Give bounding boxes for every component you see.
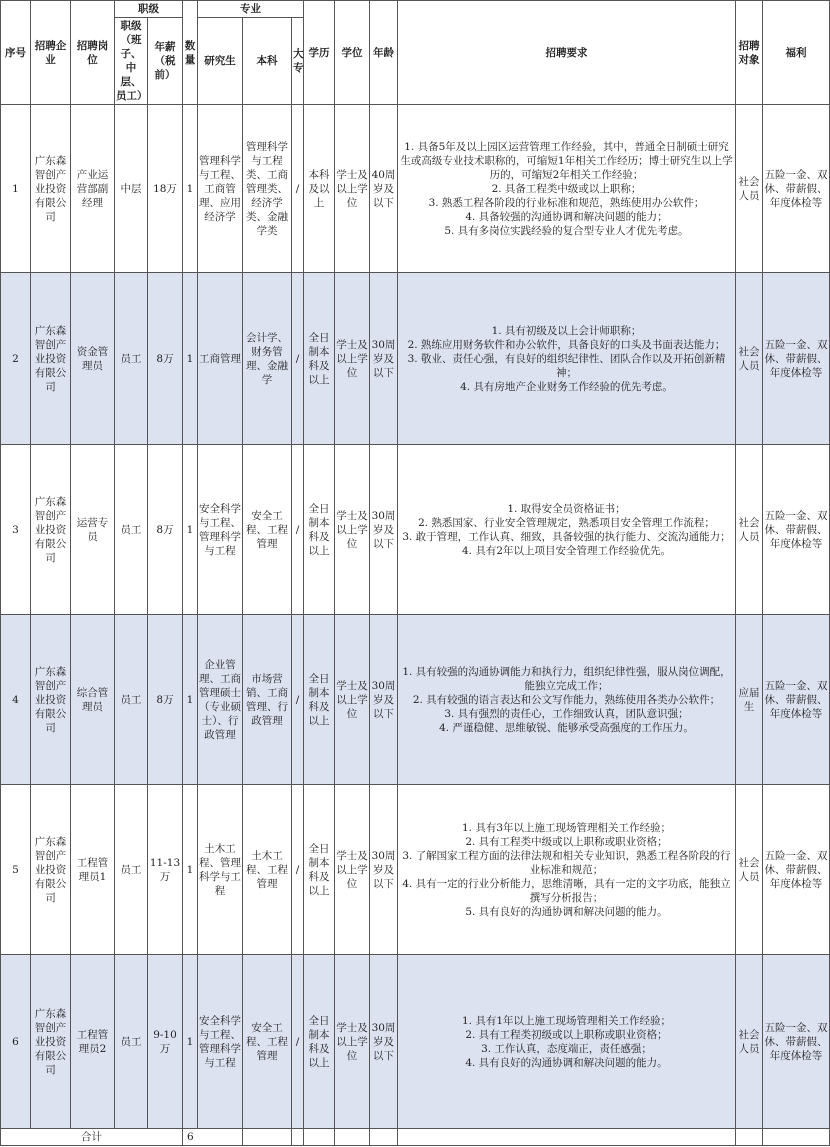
row-degree: 学士及以上学位 (335, 615, 370, 785)
row-seq: 4 (1, 615, 31, 785)
row-salary: 8万 (148, 445, 183, 615)
row-postgrad-major: 管理科学与工程、工商管理、应用经济学 (198, 105, 243, 273)
header-company: 招聘企业 (31, 1, 71, 105)
requirement-item: 4. 具备较强的沟通协调和解决问题的能力； (465, 210, 668, 223)
row-requirements (398, 445, 736, 615)
row-requirements (398, 955, 736, 1129)
row-degree: 学士及以上学位 (335, 445, 370, 615)
row-company: 广东森智创产业投资有限公司 (31, 445, 71, 615)
row-target: 应届生 (736, 615, 763, 785)
row-age: 30周岁及以下 (370, 955, 398, 1129)
row-count: 1 (183, 955, 198, 1129)
row-welfare: 五险一金、双休、带薪假、年度体检等 (763, 445, 830, 615)
row-degree: 学士及以上学位 (335, 273, 370, 445)
row-postgrad-major: 工商管理 (198, 273, 243, 445)
table-row (1, 105, 830, 273)
row-degree: 学士及以上学位 (335, 955, 370, 1129)
row-position: 工程管理员1 (71, 785, 115, 955)
header-level: 职级（班子、中层、员工） (115, 18, 148, 105)
header-seq: 序号 (1, 1, 31, 105)
row-education: 全日制本科及以上 (304, 273, 335, 445)
requirement-item: 1. 具有较强的沟通协调能力和执行力，组织纪律性强，服从岗位调配，能独立完成工作； (402, 665, 731, 692)
requirement-item: 2. 具有较强的语言表达和公文写作能力，熟练使用各类办公软件； (412, 693, 721, 706)
row-salary: 11-13万 (148, 785, 183, 955)
row-age: 30周岁及以下 (370, 445, 398, 615)
row-seq: 5 (1, 785, 31, 955)
row-count: 1 (183, 273, 198, 445)
row-college-major: / (292, 785, 304, 955)
requirement-item: 2. 具备工程类中级或以上职称； (491, 182, 642, 195)
row-count: 1 (183, 105, 198, 273)
row-welfare: 五险一金、双休、带薪假、年度体检等 (763, 273, 830, 445)
requirement-item: 3. 具有强烈的责任心，工作细致认真，团队意识强； (444, 707, 689, 720)
header-position: 招聘岗位 (71, 1, 115, 105)
row-salary: 9-10万 (148, 955, 183, 1129)
requirement-item: 2. 熟练应用财务软件和办公软件，具备良好的口头及书面表达能力； (407, 338, 726, 351)
row-level: 员工 (115, 785, 148, 955)
row-welfare: 五险一金、双休、带薪假、年度体检等 (763, 105, 830, 273)
requirement-item: 1. 具有初级及以上会计师职称； (491, 324, 642, 337)
total-count: 6 (183, 1129, 243, 1146)
total-label: 合计 (1, 1129, 183, 1146)
requirement-item: 3. 敬业、责任心强，有良好的组织纪律性、团队合作以及开拓创新精神； (407, 352, 726, 379)
requirement-item: 5. 具有良好的沟通协调和解决问题的能力。 (465, 905, 668, 918)
row-position: 综合管理员 (71, 615, 115, 785)
header-education: 学历 (304, 1, 335, 105)
row-undergrad-major: 管理科学与工程类、工商管理类、经济学类、金融学类 (243, 105, 292, 273)
header-salary: 年薪（税前） (148, 18, 183, 105)
table-body (1, 105, 830, 1129)
requirement-item: 2. 具有工程类中级或以上职称或职业资格； (465, 835, 668, 848)
row-education: 本科及以上 (304, 105, 335, 273)
requirement-item: 4. 具有一定的行业分析能力，思维清晰，具有一定的文字功底，能独立撰写分析报告； (402, 877, 731, 904)
row-requirements (398, 615, 736, 785)
header-age: 年龄 (370, 1, 398, 105)
table-row (1, 273, 830, 445)
row-seq: 6 (1, 955, 31, 1129)
row-welfare: 五险一金、双休、带薪假、年度体检等 (763, 785, 830, 955)
row-age: 30周岁及以下 (370, 785, 398, 955)
row-company: 广东森智创产业投资有限公司 (31, 955, 71, 1129)
row-target: 社会人员 (736, 955, 763, 1129)
row-college-major: / (292, 615, 304, 785)
requirement-item: 5. 具有多岗位实践经验的复合型专业人才优先考虑。 (444, 224, 689, 237)
table-row (1, 785, 830, 955)
row-postgrad-major: 安全科学与工程、管理科学与工程 (198, 445, 243, 615)
requirement-item: 3. 了解国家工程方面的法律法规和相关专业知识，熟悉工程各阶段的行业标准和规范； (402, 849, 731, 876)
requirement-item: 1. 具有1年以上施工现场管理相关工作经验； (461, 1014, 672, 1027)
row-level: 员工 (115, 955, 148, 1129)
requirement-item: 4. 具有良好的沟通协调和解决问题的能力。 (465, 1056, 668, 1069)
row-level: 员工 (115, 615, 148, 785)
requirement-item: 4. 具有2年以上项目安全管理工作经验优先。 (461, 544, 672, 557)
table-row (1, 615, 830, 785)
row-position: 资金管理员 (71, 273, 115, 445)
row-education: 全日制本科及以上 (304, 445, 335, 615)
row-target: 社会人员 (736, 273, 763, 445)
requirement-item: 2. 具有工程类初级或以上职称或职业资格； (465, 1028, 668, 1041)
row-postgrad-major: 安全科学与工程、管理科学与工程 (198, 955, 243, 1129)
row-college-major: / (292, 105, 304, 273)
row-requirements (398, 105, 736, 273)
row-undergrad-major: 安全工程、工程管理 (243, 955, 292, 1129)
row-education: 全日制本科及以上 (304, 785, 335, 955)
requirement-item: 1. 具有3年以上施工现场管理相关工作经验； (461, 821, 672, 834)
row-position: 产业运营部副经理 (71, 105, 115, 273)
row-college-major: / (292, 273, 304, 445)
row-undergrad-major: 会计学、财务管理、金融学 (243, 273, 292, 445)
row-welfare: 五险一金、双休、带薪假、年度体检等 (763, 615, 830, 785)
header-requirements: 招聘要求 (398, 1, 736, 105)
header-undergrad: 本科 (243, 18, 292, 105)
header-postgrad: 研究生 (198, 18, 243, 105)
requirement-item: 1. 取得安全员资格证书； (507, 502, 626, 515)
row-seq: 1 (1, 105, 31, 273)
row-company: 广东森智创产业投资有限公司 (31, 273, 71, 445)
row-degree: 学士及以上学位 (335, 105, 370, 273)
row-target: 社会人员 (736, 105, 763, 273)
header-major-group: 专业 (198, 1, 304, 18)
requirement-item: 3. 敢于管理，工作认真、细致，具备较强的执行能力、交流沟通能力； (402, 530, 731, 543)
row-target: 社会人员 (736, 445, 763, 615)
row-company: 广东森智创产业投资有限公司 (31, 615, 71, 785)
row-college-major: / (292, 955, 304, 1129)
row-degree: 学士及以上学位 (335, 785, 370, 955)
row-welfare: 五险一金、双休、带薪假、年度体检等 (763, 955, 830, 1129)
requirement-item: 4. 严谨稳健、思维敏锐、能够承受高强度的工作压力。 (439, 721, 694, 734)
row-undergrad-major: 市场营销、工商管理、行政管理 (243, 615, 292, 785)
row-level: 员工 (115, 273, 148, 445)
header-college: 大专 (292, 18, 304, 105)
table-row (1, 955, 830, 1129)
header-degree: 学位 (335, 1, 370, 105)
header-welfare: 福利 (763, 1, 830, 105)
requirement-item: 3. 工作认真，态度端正，责任感强； (481, 1042, 652, 1055)
row-seq: 2 (1, 273, 31, 445)
requirement-item: 1. 具备5年及以上园区运营管理工作经验，其中，普通全日制硕士研究生或高级专业技术职称的，可缩短1年相关工作经历；博士研究生以上学历的，可缩短2年相关工作经验； (400, 140, 733, 181)
row-education: 全日制本科及以上 (304, 955, 335, 1129)
row-postgrad-major: 土木工程、管理科学与工程 (198, 785, 243, 955)
row-age: 30周岁及以下 (370, 273, 398, 445)
header-level-group: 职级 (115, 1, 183, 18)
row-count: 1 (183, 785, 198, 955)
header-count: 数量 (183, 1, 198, 105)
row-seq: 3 (1, 445, 31, 615)
row-salary: 8万 (148, 615, 183, 785)
row-college-major: / (292, 445, 304, 615)
row-age: 30周岁及以下 (370, 615, 398, 785)
row-requirements (398, 785, 736, 955)
header-target: 招聘对象 (736, 1, 763, 105)
requirement-item: 4. 具有房地产企业财务工作经验的优先考虑。 (460, 380, 673, 393)
row-count: 1 (183, 615, 198, 785)
row-position: 工程管理员2 (71, 955, 115, 1129)
row-count: 1 (183, 445, 198, 615)
row-requirements (398, 273, 736, 445)
row-undergrad-major: 安全工程、工程管理 (243, 445, 292, 615)
row-postgrad-major: 企业管理、工商管理硕士（专业硕士）、行政管理 (198, 615, 243, 785)
row-target: 社会人员 (736, 785, 763, 955)
row-level: 中层 (115, 105, 148, 273)
row-level: 员工 (115, 445, 148, 615)
row-company: 广东森智创产业投资有限公司 (31, 105, 71, 273)
table-row (1, 445, 830, 615)
row-age: 40周岁及以下 (370, 105, 398, 273)
row-undergrad-major: 土木工程、工程管理 (243, 785, 292, 955)
row-salary: 18万 (148, 105, 183, 273)
row-position: 运营专员 (71, 445, 115, 615)
row-education: 全日制本科及以上 (304, 615, 335, 785)
requirement-item: 2. 熟悉国家、行业安全管理规定，熟悉项目安全管理工作流程； (418, 516, 715, 529)
requirement-item: 3. 熟悉工程各阶段的行业标准和规范，熟练使用办公软件； (428, 196, 705, 209)
row-company: 广东森智创产业投资有限公司 (31, 785, 71, 955)
row-salary: 8万 (148, 273, 183, 445)
